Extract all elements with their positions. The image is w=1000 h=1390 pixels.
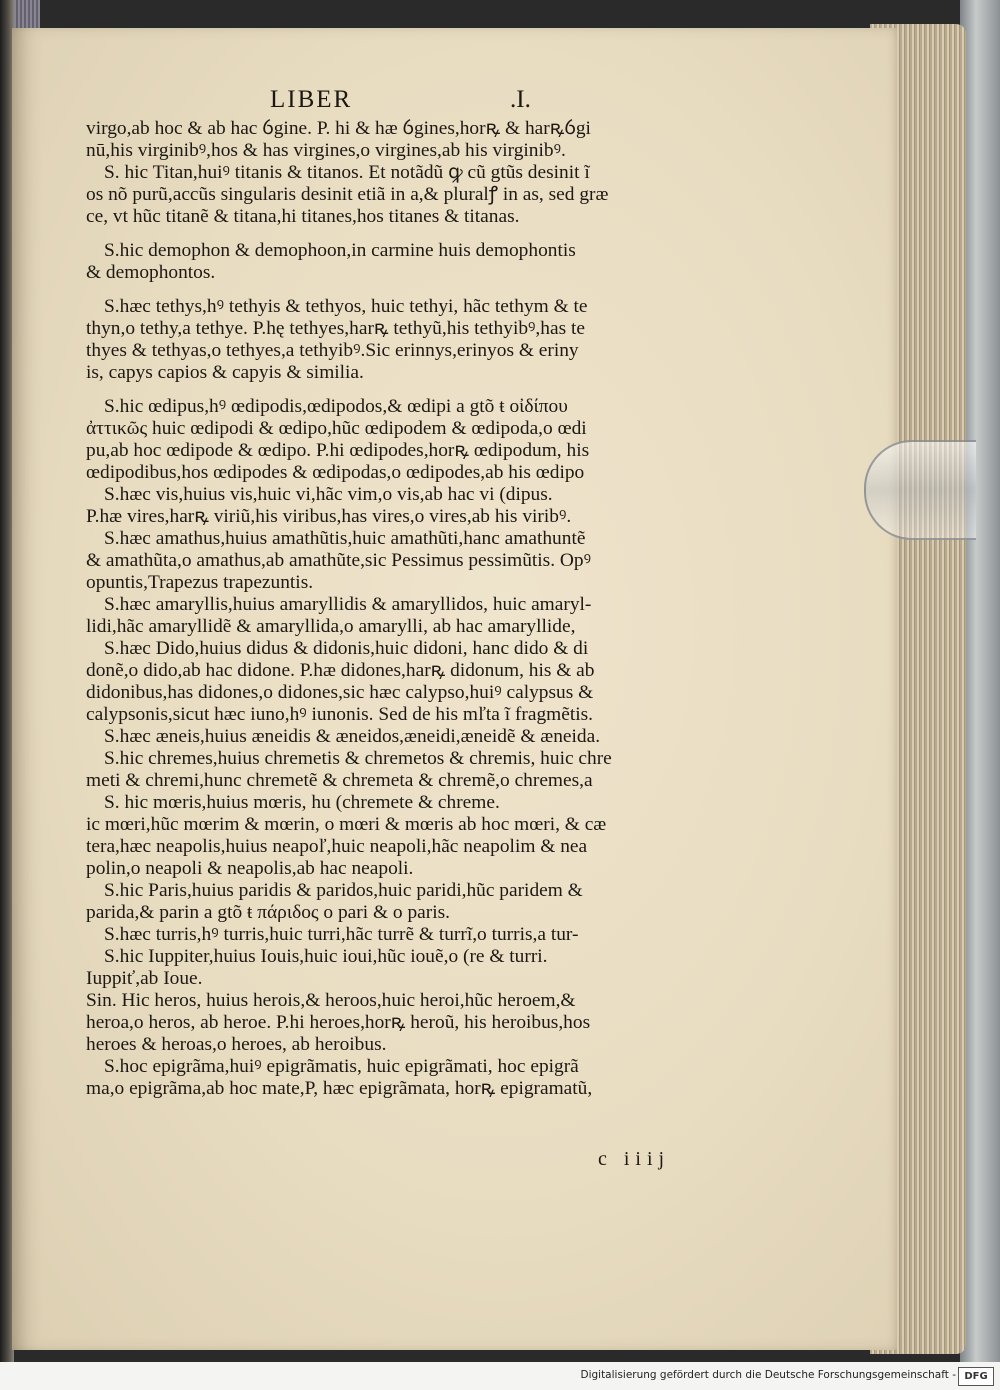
text-line: œdipodibus,hos œdipodes & œdipodas,o œdipodes,ab his œdipo [86, 462, 585, 483]
text-line: S.hæc Dido,huius didus & didonis,huic didoni, hanc dido & di [104, 638, 589, 659]
text-line: S.hæc æneis,huius æneidis & æneidos,æneidi,æneidẽ & æneida. [104, 726, 601, 747]
text-line: lidi,hãc amaryllidẽ & amaryllida,o amarylli, ab hac amaryllide, [86, 616, 576, 637]
text-line: didonibus,has didones,o didones,sic hæc calypso,huiꝰ calypsus & [86, 682, 594, 703]
text-line: S. hic mœris,huius mœris, hu (chremete & chreme. [104, 792, 500, 813]
running-head-folio: .I. [510, 86, 531, 113]
text-line: S.hoc epigrãma,huiꝰ epigrãmatis, huic epigrãmati, hoc epigrã [104, 1056, 579, 1077]
text-line: S.hic demophon & demophoon,in carmine huis demophontis [104, 240, 576, 261]
signature-mark: c iiij [598, 1148, 671, 1170]
text-line: S.hæc amaryllis,huius amaryllidis & amaryllidos, huic amaryl- [104, 594, 592, 615]
text-line: os nõ purũ,accũs singularis desinit etiã in a,& pluralꝭ in as, sed græ [86, 184, 609, 205]
text-line: pu,ab hoc œdipode & œdipo. P.hi œdipodes,horꝶ œdipodum, his [86, 440, 590, 461]
text-line: heroes & heroas,o heroes, ab heroibus. [86, 1034, 387, 1055]
text-line: S.hic chremes,huius chremetis & chremetos & chremis, huic chre [104, 748, 612, 769]
text-line: & amathũta,o amathus,ab amathũte,sic Pessimus pessimũtis. Opꝰ [86, 550, 592, 571]
text-line: ἀττικῶς huic œdipodi & œdipo,hũc œdipodem & œdipoda,o œdi [86, 418, 587, 439]
text-line: ce, vt hũc titanẽ & titana,hi titanes,hos titanes & titanas. [86, 206, 520, 227]
text-line: S.hic œdipus,hꝰ œdipodis,œdipodos,& œdipi a gtõ ŧ οἰδίπου [104, 396, 568, 417]
text-line: Sin. Hic heros, huius herois,& heroos,huic heroi,hũc heroem,& [86, 990, 576, 1011]
text-line: S.hic Paris,huius paridis & paridos,huic paridi,hũc paridem & [104, 880, 583, 901]
text-line: S.hæc vis,huius vis,huic vi,hãc vim,o vis,ab hac vi (dipus. [104, 484, 553, 505]
text-line: P.hæ vires,harꝶ viriũ,his viribus,has vires,o vires,ab his viribꝰ. [86, 506, 572, 527]
text-line: calypsonis,sicut hæc iuno,hꝰ iunonis. Sed de his mľta ĩ fragmẽtis. [86, 704, 594, 725]
footer-bar [0, 1362, 1000, 1390]
plastic-page-clip [864, 440, 976, 540]
text-line: S.hæc tethys,hꝰ tethyis & tethyos, huic tethyi, hãc tethym & te [104, 296, 588, 317]
dfg-logo: DFG [958, 1367, 994, 1386]
text-line: opuntis,Trapezus trapezuntis. [86, 572, 314, 593]
text-line: donẽ,o dido,ab hac didone. P.hæ didones,harꝶ didonum, his & ab [86, 660, 595, 681]
text-line: thyn,o tethy,a tethye. P.hę tethyes,harꝶ tethyũ,his tethyibꝰ,has te [86, 318, 585, 339]
text-line: is, capys capios & capyis & similia. [86, 362, 364, 383]
page-body-text [86, 118, 746, 1100]
text-line: meti & chremi,hunc chremetẽ & chremeta & chremẽ,o chremes,a [86, 770, 593, 791]
text-line: S.hæc turris,hꝰ turris,huic turri,hãc turrẽ & turrĩ,o turris,a tur- [104, 924, 579, 945]
text-line: ic mœri,hũc mœrim & mœrin, o mœri & mœris ab hoc mœri, & cæ [86, 814, 607, 835]
text-line: S.hæc amathus,huius amathũtis,huic amathũti,hanc amathuntẽ [104, 528, 586, 549]
text-line: S. hic Titan,huiꝰ titanis & titanos. Et notãdũ ꝙ cũ gtũs desinit ĩ [104, 162, 590, 183]
text-line: parida,& parin a gtõ ŧ πάριδος o pari & o paris. [86, 902, 450, 923]
text-line: S.hic Iuppiter,huius Iouis,huic ioui,hũc iouẽ,o (re & turri. [104, 946, 548, 967]
running-head-title: LIBER [270, 86, 353, 113]
text-line: tera,hæc neapolis,huius neapoľ,huic neapoli,hãc neapolim & nea [86, 836, 588, 857]
text-line: nū,his virginibꝰ,hos & has virgines,o virgines,ab his virginibꝰ. [86, 140, 566, 161]
text-line: thyes & tethyas,o tethyes,a tethyibꝰ.Sic erinnys,erinyos & eriny [86, 340, 579, 361]
running-head [270, 86, 570, 116]
text-line: ma,o epigrãma,ab hoc mate,P, hæc epigrãmata, horꝶ epigramatũ, [86, 1078, 593, 1099]
text-line: polin,o neapoli & neapolis,ab hac neapoli. [86, 858, 414, 879]
book-cover-edge [960, 0, 1000, 1362]
text-line: Iuppiť,ab Ioue. [86, 968, 203, 989]
funding-credit: Digitalisierung gefördert durch die Deutsche Forschungsgemeinschaft - [580, 1369, 956, 1381]
text-line: & demophontos. [86, 262, 216, 283]
text-line: virgo,ab hoc & ab hac ỽgine. P. hi & hæ ỽgines,horꝶ & harꝶỽgi [86, 118, 591, 139]
text-line: heroa,o heros, ab heroe. P.hi heroes,horꝶ heroũ, his heroibus,hos [86, 1012, 591, 1033]
